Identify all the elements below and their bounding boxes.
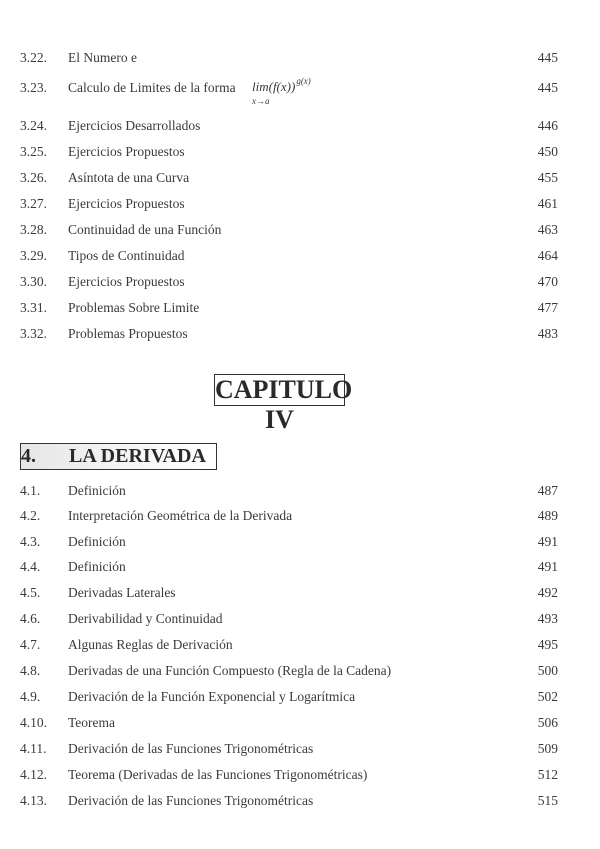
entry-number: 3.31. xyxy=(20,300,47,315)
entry-title: Calculo de Limites de la forma xyxy=(68,80,236,95)
toc-entry xyxy=(0,661,600,681)
entry-title: Ejercicios Propuestos xyxy=(68,274,185,289)
toc-entry xyxy=(0,76,600,106)
entry-page: 502 xyxy=(537,689,558,704)
entry-title: El Numero e xyxy=(68,50,137,65)
entry-page: 500 xyxy=(537,663,558,678)
toc-entry xyxy=(0,557,600,577)
toc-entry xyxy=(0,220,600,240)
entry-number: 4.11. xyxy=(20,741,47,756)
entry-title: Derivación de la Función Exponencial y Logarítmica xyxy=(68,689,356,704)
toc-entry xyxy=(0,635,600,655)
entry-number: 4.13. xyxy=(20,793,47,808)
entry-page: 515 xyxy=(537,793,558,808)
entry-title: Problemas Propuestos xyxy=(68,326,188,341)
entry-number: 3.30. xyxy=(20,274,47,289)
entry-number: 3.26. xyxy=(20,170,47,185)
entry-title: Derivabilidad y Continuidad xyxy=(68,611,223,626)
toc-entry xyxy=(0,194,600,214)
entry-page: 512 xyxy=(537,767,558,782)
entry-page: 463 xyxy=(537,222,558,237)
entry-page: 483 xyxy=(537,326,558,341)
toc-entry xyxy=(0,116,600,136)
entry-page: 492 xyxy=(537,585,558,600)
entry-number: 4.9. xyxy=(20,689,41,704)
limit-formula xyxy=(252,76,311,106)
entry-number: 3.25. xyxy=(20,144,47,159)
toc-entry xyxy=(0,246,600,266)
entry-title: Ejercicios Propuestos xyxy=(68,196,185,211)
entry-title: Derivación de las Funciones Trigonométricas xyxy=(68,793,314,808)
toc-entry xyxy=(0,272,600,292)
entry-number: 4.2. xyxy=(20,508,41,523)
entry-number: 4.12. xyxy=(20,767,47,782)
entry-number: 3.29. xyxy=(20,248,47,263)
entry-page: 450 xyxy=(537,144,558,159)
toc-entry xyxy=(0,168,600,188)
entry-page: 470 xyxy=(537,274,558,289)
entry-number: 4.4. xyxy=(20,559,41,574)
entry-title: Teorema xyxy=(68,715,116,730)
entry-page: 477 xyxy=(537,300,558,315)
entry-title: Definición xyxy=(68,559,126,574)
toc-entry xyxy=(0,687,600,707)
entry-number: 4.8. xyxy=(20,663,41,678)
entry-number: 4.10. xyxy=(20,715,47,730)
entry-number: 4.5. xyxy=(20,585,41,600)
entry-page: 464 xyxy=(537,248,558,263)
entry-page: 487 xyxy=(537,483,558,498)
entry-number: 4.7. xyxy=(20,637,41,652)
entry-title: Asíntota de una Curva xyxy=(68,170,190,185)
toc-entry xyxy=(0,142,600,162)
entry-page: 493 xyxy=(537,611,558,626)
entry-page: 445 xyxy=(537,50,558,65)
toc-entry xyxy=(0,48,600,68)
entry-page: 491 xyxy=(537,559,558,574)
entry-page: 491 xyxy=(537,534,558,549)
toc-entry xyxy=(0,506,600,526)
section-title: LA DERIVADA xyxy=(69,445,206,467)
entry-page: 446 xyxy=(537,118,558,133)
entry-title: Problemas Sobre Limite xyxy=(68,300,200,315)
toc-entry xyxy=(0,791,600,811)
toc-entry xyxy=(0,532,600,552)
toc-entry xyxy=(0,324,600,344)
entry-title: Algunas Reglas de Derivación xyxy=(68,637,233,652)
section-heading xyxy=(20,443,217,470)
entry-page: 445 xyxy=(537,80,558,95)
entry-title: Ejercicios Desarrollados xyxy=(68,118,201,133)
toc-entry xyxy=(0,609,600,629)
entry-number: 4.1. xyxy=(20,483,41,498)
chapter-heading: CAPITULO IV xyxy=(215,375,353,434)
entry-title: Definición xyxy=(68,483,126,498)
formula-subscript: x→a xyxy=(252,96,270,106)
entry-page: 506 xyxy=(537,715,558,730)
toc-entry xyxy=(0,481,600,501)
section-number: 4. xyxy=(21,445,36,467)
entry-page: 455 xyxy=(537,170,558,185)
toc-entry xyxy=(0,583,600,603)
toc-entry xyxy=(0,713,600,733)
formula-exponent: g(x) xyxy=(296,76,311,86)
entry-title: Ejercicios Propuestos xyxy=(68,144,185,159)
entry-title: Interpretación Geométrica de la Derivada xyxy=(68,508,293,523)
entry-number: 3.28. xyxy=(20,222,47,237)
entry-number: 3.32. xyxy=(20,326,47,341)
entry-page: 461 xyxy=(537,196,558,211)
entry-title: Teorema (Derivadas de las Funciones Trigonométricas) xyxy=(68,767,368,782)
entry-number: 3.27. xyxy=(20,196,47,211)
entry-title: Derivación de las Funciones Trigonométricas xyxy=(68,741,314,756)
entry-number: 3.24. xyxy=(20,118,47,133)
entry-title: Derivadas Laterales xyxy=(68,585,176,600)
toc-entry xyxy=(0,765,600,785)
toc-entry xyxy=(0,739,600,759)
entry-number: 4.3. xyxy=(20,534,41,549)
entry-number: 4.6. xyxy=(20,611,41,626)
entry-number: 3.23. xyxy=(20,80,47,95)
entry-title: Definición xyxy=(68,534,126,549)
entry-title: Derivadas de una Función Compuesto (Regla de la Cadena) xyxy=(68,663,392,678)
entry-number: 3.22. xyxy=(20,50,47,65)
toc-entry xyxy=(0,298,600,318)
entry-page: 509 xyxy=(537,741,558,756)
entry-title: Continuidad de una Función xyxy=(68,222,222,237)
entry-page: 489 xyxy=(537,508,558,523)
formula-main: lim(f(x)) xyxy=(252,79,296,94)
entry-title: Tipos de Continuidad xyxy=(68,248,185,263)
entry-page: 495 xyxy=(537,637,558,652)
